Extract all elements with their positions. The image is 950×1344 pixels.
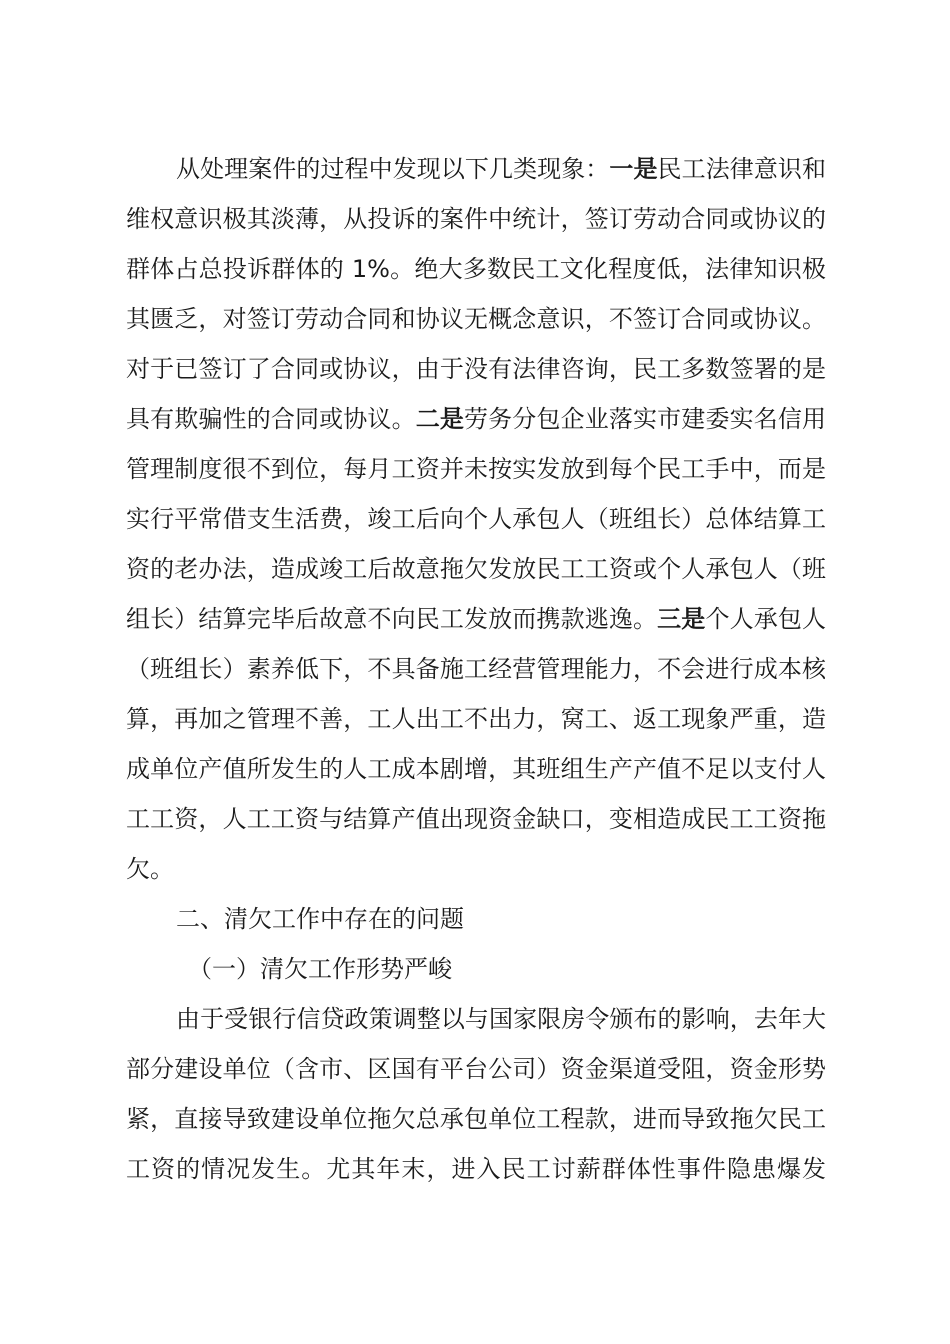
text-line: 紧，直接导致建设单位拖欠总承包单位工程款，进而导致拖欠民工 — [126, 1105, 826, 1133]
paragraph-situation — [126, 994, 826, 1194]
bold-marker: 一是 — [609, 155, 658, 183]
section-heading: 二、清欠工作中存在的问题 — [176, 905, 464, 933]
text-line: 群体占总投诉群体的 1%。绝大多数民工文化程度低，法律知识极 — [126, 255, 826, 283]
text-line: 实行平常借支生活费，竣工后向个人承包人（班组长）总体结算工 — [126, 505, 826, 533]
text-line: 管理制度很不到位，每月工资并未按实发放到每个民工手中，而是 — [126, 455, 826, 483]
bold-marker: 三是 — [657, 605, 706, 633]
text-line — [126, 594, 826, 644]
bold-marker: 二是 — [415, 405, 465, 433]
text-line: 工资的情况发生。尤其年末，进入民工讨薪群体性事件隐患爆发 — [126, 1155, 826, 1183]
text-line: 资的老办法，造成竣工后故意拖欠发放民工工资或个人承包人（班 — [126, 555, 826, 583]
text-line: 对于已签订了合同或协议，由于没有法律咨询，民工多数签署的是 — [126, 355, 826, 383]
text-run: 从处理案件的过程中发现以下几类现象： — [176, 155, 610, 183]
subsection-heading: （一）清欠工作形势严峻 — [188, 955, 452, 983]
text-run: 个人承包人 — [705, 605, 827, 633]
text-line: 部分建设单位（含市、区国有平台公司）资金渠道受阻，资金形势 — [126, 1055, 826, 1083]
text-line: 工工资，人工工资与结算产值出现资金缺口，变相造成民工工资拖 — [126, 805, 826, 833]
document-body — [126, 144, 826, 1194]
text-line: 成单位产值所发生的人工成本剧增，其班组生产产值不足以支付人 — [126, 755, 826, 783]
text-line: 其匮乏，对签订劳动合同和协议无概念意识，不签订合同或协议。 — [126, 305, 826, 333]
text-line: 由于受银行信贷政策调整以与国家限房令颁布的影响，去年大 — [176, 1005, 826, 1033]
text-line: 维权意识极其淡薄，从投诉的案件中统计，签订劳动合同或协议的 — [126, 205, 826, 233]
text-line — [126, 144, 826, 194]
text-line: 算，再加之管理不善，工人出工不出力，窝工、返工现象严重，造 — [126, 705, 826, 733]
text-run: 劳务分包企业落实市建委实名信用 — [464, 405, 827, 433]
text-line: （班组长）素养低下，不具备施工经营管理能力，不会进行成本核 — [126, 655, 826, 683]
paragraph-phenomena — [126, 144, 826, 894]
text-run: 民工法律意识和 — [657, 155, 827, 183]
text-run: 组长）结算完毕后故意不向民工发放而携款逃逸。 — [126, 605, 658, 633]
text-line: 欠。 — [126, 855, 174, 883]
text-run: 具有欺骗性的合同或协议。 — [126, 405, 416, 433]
text-line — [126, 394, 826, 444]
